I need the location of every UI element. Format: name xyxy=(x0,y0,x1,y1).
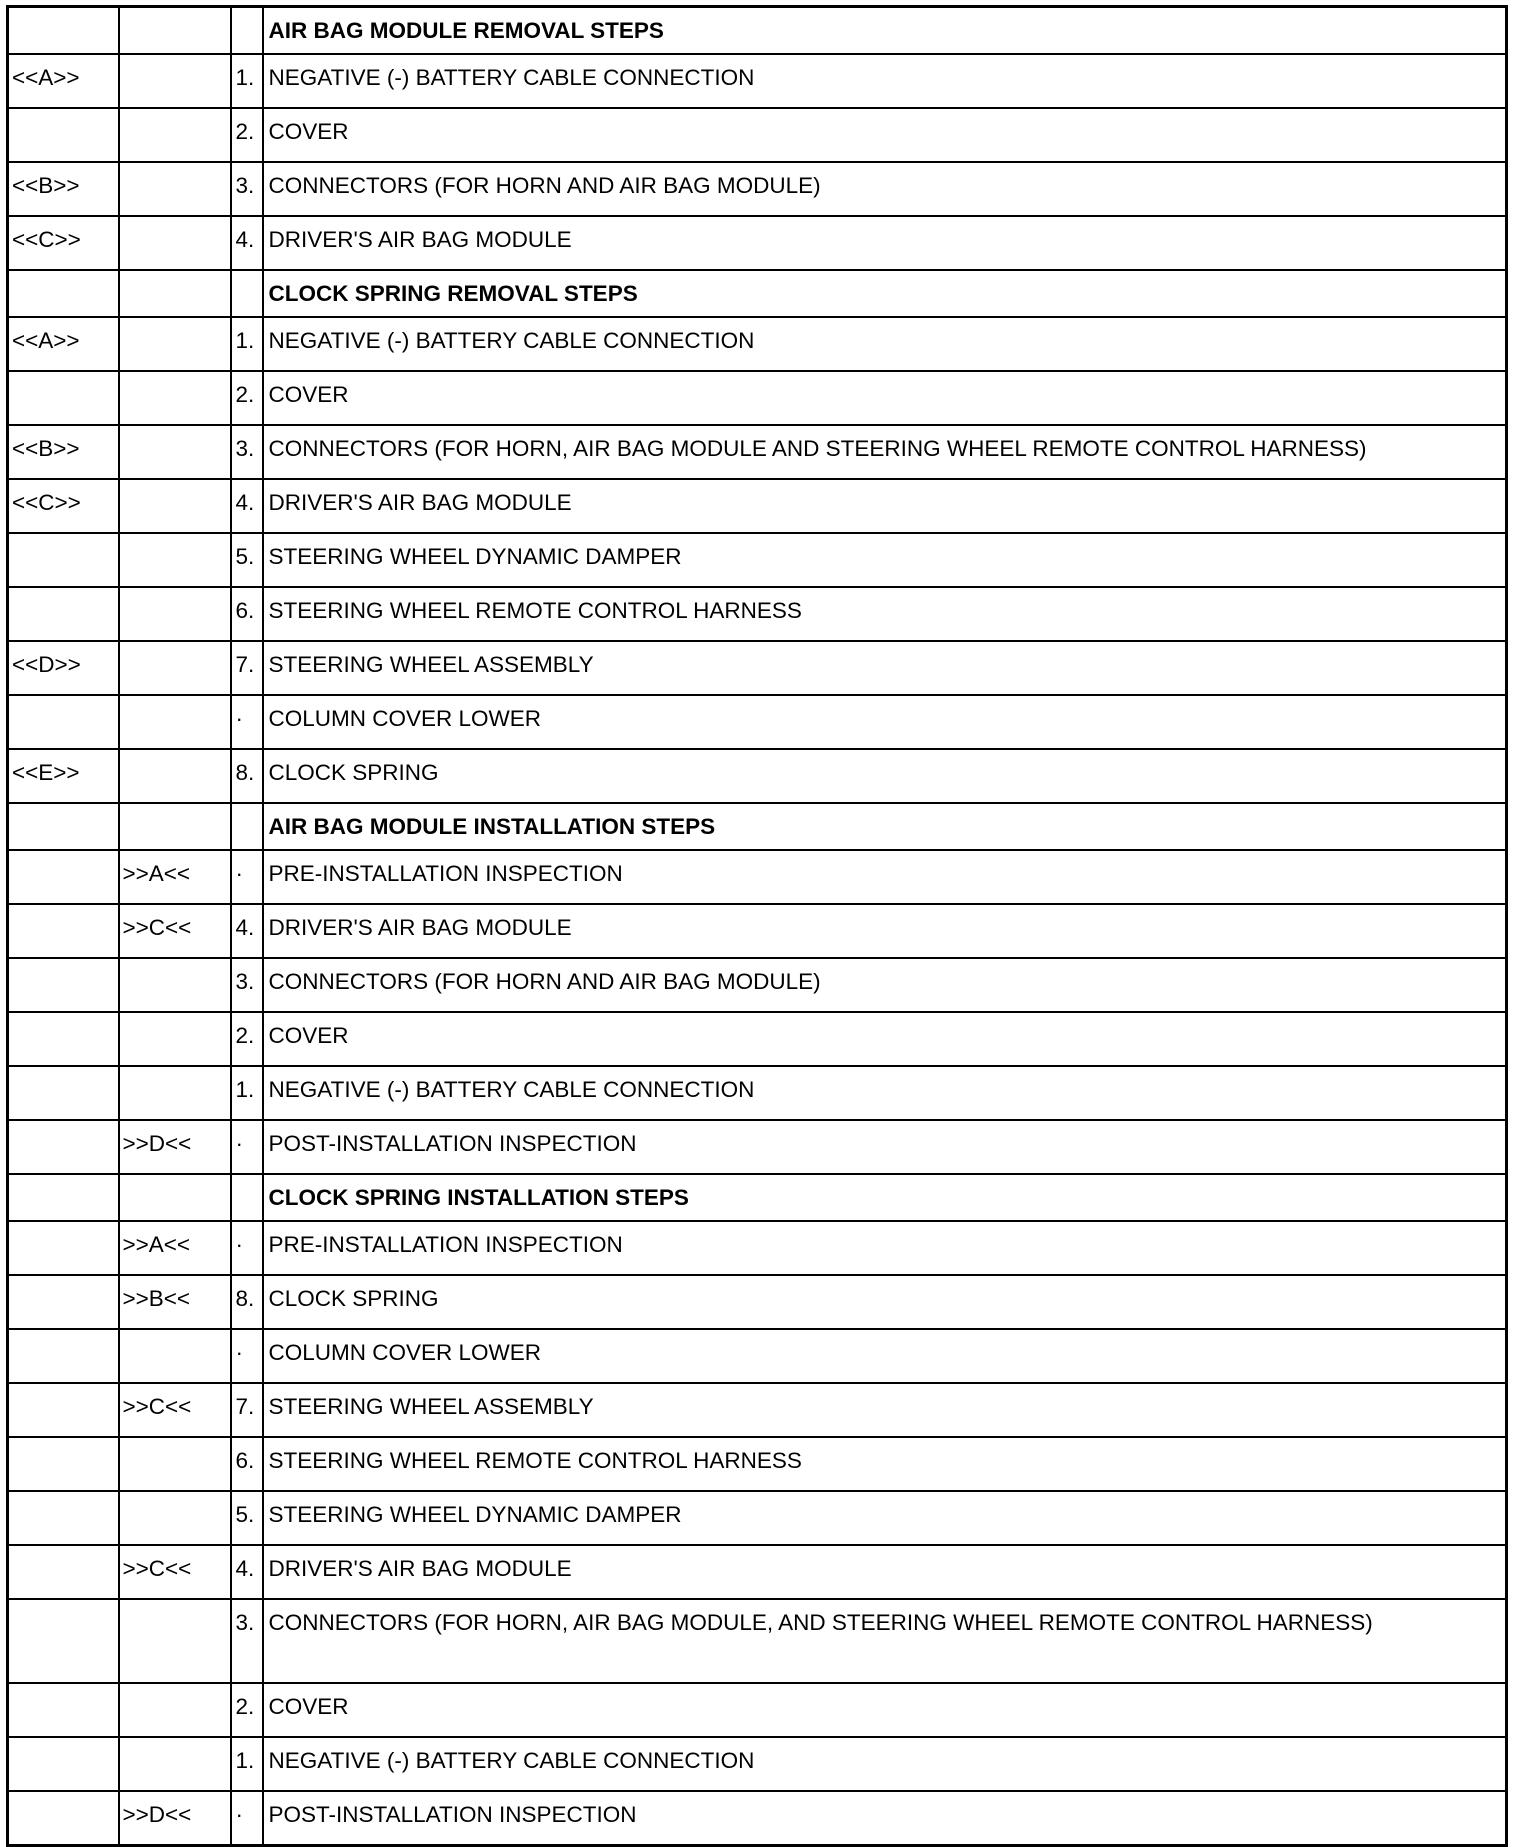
removal-service-point-cell xyxy=(8,1066,119,1120)
removal-service-point-cell xyxy=(8,1120,119,1174)
installation-service-point-cell: >>B<< xyxy=(119,1275,231,1329)
installation-service-point-cell: >>C<< xyxy=(119,1383,231,1437)
step-number-cell: · xyxy=(231,850,263,904)
removal-service-point-cell xyxy=(8,904,119,958)
step-number-cell: 7. xyxy=(231,1383,263,1437)
installation-service-point-cell xyxy=(119,1012,231,1066)
step-description-cell: COLUMN COVER LOWER xyxy=(263,1329,1507,1383)
installation-service-point-cell xyxy=(119,1329,231,1383)
step-description-cell: DRIVER'S AIR BAG MODULE xyxy=(263,479,1507,533)
step-number-cell: · xyxy=(231,1791,263,1846)
removal-service-point-cell: <<C>> xyxy=(8,479,119,533)
step-number-cell xyxy=(231,1174,263,1221)
step-row xyxy=(8,1012,1507,1066)
procedure-steps-table xyxy=(6,5,1508,1847)
step-number-cell: · xyxy=(231,1221,263,1275)
procedure-steps-body xyxy=(8,7,1507,1846)
removal-service-point-cell xyxy=(8,1329,119,1383)
step-row xyxy=(8,162,1507,216)
removal-service-point-cell xyxy=(8,1174,119,1221)
step-number-cell: 5. xyxy=(231,1491,263,1545)
step-number-cell: 3. xyxy=(231,162,263,216)
removal-service-point-cell xyxy=(8,1383,119,1437)
step-row xyxy=(8,1221,1507,1275)
installation-service-point-cell xyxy=(119,270,231,317)
step-row xyxy=(8,1066,1507,1120)
installation-service-point-cell xyxy=(119,1683,231,1737)
section-header-row xyxy=(8,803,1507,850)
step-number-cell: 2. xyxy=(231,1683,263,1737)
step-row xyxy=(8,533,1507,587)
section-header-row xyxy=(8,7,1507,55)
step-row xyxy=(8,1491,1507,1545)
removal-service-point-cell xyxy=(8,958,119,1012)
removal-service-point-cell: <<E>> xyxy=(8,749,119,803)
step-description-cell: CONNECTORS (FOR HORN AND AIR BAG MODULE) xyxy=(263,162,1507,216)
step-row xyxy=(8,1791,1507,1846)
step-row xyxy=(8,425,1507,479)
step-number-cell: 4. xyxy=(231,904,263,958)
removal-service-point-cell: <<C>> xyxy=(8,216,119,270)
step-row xyxy=(8,1437,1507,1491)
installation-service-point-cell xyxy=(119,1599,231,1683)
removal-service-point-cell xyxy=(8,1791,119,1846)
installation-service-point-cell xyxy=(119,216,231,270)
step-description-cell: PRE-INSTALLATION INSPECTION xyxy=(263,1221,1507,1275)
step-description-cell: DRIVER'S AIR BAG MODULE xyxy=(263,904,1507,958)
step-row xyxy=(8,904,1507,958)
step-description-cell: NEGATIVE (-) BATTERY CABLE CONNECTION xyxy=(263,54,1507,108)
removal-service-point-cell xyxy=(8,1599,119,1683)
installation-service-point-cell xyxy=(119,587,231,641)
removal-service-point-cell xyxy=(8,587,119,641)
step-number-cell: 2. xyxy=(231,1012,263,1066)
step-number-cell xyxy=(231,7,263,55)
removal-service-point-cell: <<A>> xyxy=(8,54,119,108)
step-number-cell: 3. xyxy=(231,425,263,479)
step-number-cell: 3. xyxy=(231,1599,263,1683)
removal-service-point-cell: <<B>> xyxy=(8,162,119,216)
installation-service-point-cell: >>C<< xyxy=(119,904,231,958)
removal-service-point-cell xyxy=(8,1437,119,1491)
step-number-cell: 2. xyxy=(231,371,263,425)
step-row xyxy=(8,1683,1507,1737)
step-row xyxy=(8,54,1507,108)
installation-service-point-cell xyxy=(119,108,231,162)
step-number-cell: 2. xyxy=(231,108,263,162)
step-number-cell: 3. xyxy=(231,958,263,1012)
removal-service-point-cell xyxy=(8,1683,119,1737)
removal-service-point-cell xyxy=(8,1275,119,1329)
installation-service-point-cell xyxy=(119,803,231,850)
step-description-cell: CLOCK SPRING xyxy=(263,1275,1507,1329)
removal-service-point-cell xyxy=(8,803,119,850)
step-row xyxy=(8,1120,1507,1174)
step-number-cell: · xyxy=(231,695,263,749)
section-title-cell: AIR BAG MODULE INSTALLATION STEPS xyxy=(263,803,1507,850)
step-row xyxy=(8,108,1507,162)
step-number-cell xyxy=(231,803,263,850)
step-row xyxy=(8,1599,1507,1683)
removal-service-point-cell xyxy=(8,1737,119,1791)
step-description-cell: COVER xyxy=(263,108,1507,162)
removal-service-point-cell xyxy=(8,1012,119,1066)
step-row xyxy=(8,216,1507,270)
installation-service-point-cell xyxy=(119,1437,231,1491)
installation-service-point-cell: >>D<< xyxy=(119,1120,231,1174)
step-number-cell: 1. xyxy=(231,54,263,108)
step-number-cell: 5. xyxy=(231,533,263,587)
step-description-cell: STEERING WHEEL REMOTE CONTROL HARNESS xyxy=(263,587,1507,641)
installation-service-point-cell: >>A<< xyxy=(119,850,231,904)
step-number-cell: · xyxy=(231,1329,263,1383)
step-row xyxy=(8,1545,1507,1599)
removal-service-point-cell xyxy=(8,7,119,55)
installation-service-point-cell xyxy=(119,533,231,587)
installation-service-point-cell: >>D<< xyxy=(119,1791,231,1846)
installation-service-point-cell: >>A<< xyxy=(119,1221,231,1275)
step-description-cell: STEERING WHEEL ASSEMBLY xyxy=(263,641,1507,695)
removal-service-point-cell xyxy=(8,1491,119,1545)
removal-service-point-cell xyxy=(8,270,119,317)
removal-service-point-cell xyxy=(8,371,119,425)
installation-service-point-cell xyxy=(119,162,231,216)
step-description-cell: COVER xyxy=(263,371,1507,425)
step-row xyxy=(8,479,1507,533)
step-description-cell: POST-INSTALLATION INSPECTION xyxy=(263,1791,1507,1846)
step-row xyxy=(8,587,1507,641)
step-description-cell: POST-INSTALLATION INSPECTION xyxy=(263,1120,1507,1174)
section-header-row xyxy=(8,270,1507,317)
removal-service-point-cell xyxy=(8,1545,119,1599)
step-number-cell: 6. xyxy=(231,1437,263,1491)
removal-service-point-cell xyxy=(8,695,119,749)
step-description-cell: COVER xyxy=(263,1683,1507,1737)
installation-service-point-cell: >>C<< xyxy=(119,1545,231,1599)
step-description-cell: CONNECTORS (FOR HORN AND AIR BAG MODULE) xyxy=(263,958,1507,1012)
step-description-cell: COVER xyxy=(263,1012,1507,1066)
removal-service-point-cell: <<A>> xyxy=(8,317,119,371)
removal-service-point-cell xyxy=(8,533,119,587)
step-number-cell: 4. xyxy=(231,216,263,270)
step-number-cell: · xyxy=(231,1120,263,1174)
installation-service-point-cell xyxy=(119,7,231,55)
step-number-cell: 7. xyxy=(231,641,263,695)
section-header-row xyxy=(8,1174,1507,1221)
installation-service-point-cell xyxy=(119,1174,231,1221)
step-description-cell: DRIVER'S AIR BAG MODULE xyxy=(263,1545,1507,1599)
step-number-cell: 1. xyxy=(231,1066,263,1120)
step-description-cell: NEGATIVE (-) BATTERY CABLE CONNECTION xyxy=(263,317,1507,371)
step-description-cell: PRE-INSTALLATION INSPECTION xyxy=(263,850,1507,904)
section-title-cell: CLOCK SPRING REMOVAL STEPS xyxy=(263,270,1507,317)
step-description-cell: NEGATIVE (-) BATTERY CABLE CONNECTION xyxy=(263,1066,1507,1120)
step-description-cell: NEGATIVE (-) BATTERY CABLE CONNECTION xyxy=(263,1737,1507,1791)
installation-service-point-cell xyxy=(119,425,231,479)
step-description-cell: STEERING WHEEL REMOTE CONTROL HARNESS xyxy=(263,1437,1507,1491)
installation-service-point-cell xyxy=(119,749,231,803)
step-row xyxy=(8,958,1507,1012)
section-title-cell: CLOCK SPRING INSTALLATION STEPS xyxy=(263,1174,1507,1221)
step-description-cell: CONNECTORS (FOR HORN, AIR BAG MODULE, AND STEERING WHEEL REMOTE CONTROL HARNESS) xyxy=(263,1599,1507,1683)
installation-service-point-cell xyxy=(119,54,231,108)
step-row xyxy=(8,749,1507,803)
step-row xyxy=(8,850,1507,904)
installation-service-point-cell xyxy=(119,1737,231,1791)
step-description-cell: COLUMN COVER LOWER xyxy=(263,695,1507,749)
step-number-cell: 6. xyxy=(231,587,263,641)
installation-service-point-cell xyxy=(119,1066,231,1120)
step-description-cell: DRIVER'S AIR BAG MODULE xyxy=(263,216,1507,270)
step-row xyxy=(8,695,1507,749)
installation-service-point-cell xyxy=(119,479,231,533)
step-description-cell: STEERING WHEEL DYNAMIC DAMPER xyxy=(263,533,1507,587)
step-number-cell: 4. xyxy=(231,1545,263,1599)
step-number-cell: 1. xyxy=(231,317,263,371)
removal-service-point-cell xyxy=(8,108,119,162)
step-number-cell: 4. xyxy=(231,479,263,533)
installation-service-point-cell xyxy=(119,958,231,1012)
removal-service-point-cell: <<B>> xyxy=(8,425,119,479)
removal-service-point-cell xyxy=(8,850,119,904)
step-row xyxy=(8,371,1507,425)
step-description-cell: STEERING WHEEL DYNAMIC DAMPER xyxy=(263,1491,1507,1545)
step-row xyxy=(8,1737,1507,1791)
removal-service-point-cell xyxy=(8,1221,119,1275)
step-number-cell: 8. xyxy=(231,1275,263,1329)
step-description-cell: CLOCK SPRING xyxy=(263,749,1507,803)
step-row xyxy=(8,641,1507,695)
installation-service-point-cell xyxy=(119,371,231,425)
step-row xyxy=(8,1329,1507,1383)
installation-service-point-cell xyxy=(119,641,231,695)
step-row xyxy=(8,1275,1507,1329)
installation-service-point-cell xyxy=(119,1491,231,1545)
step-row xyxy=(8,1383,1507,1437)
step-number-cell xyxy=(231,270,263,317)
step-row xyxy=(8,317,1507,371)
installation-service-point-cell xyxy=(119,317,231,371)
step-description-cell: CONNECTORS (FOR HORN, AIR BAG MODULE AND STEERING WHEEL REMOTE CONTROL HARNESS) xyxy=(263,425,1507,479)
step-number-cell: 8. xyxy=(231,749,263,803)
installation-service-point-cell xyxy=(119,695,231,749)
section-title-cell: AIR BAG MODULE REMOVAL STEPS xyxy=(263,7,1507,55)
step-description-cell: STEERING WHEEL ASSEMBLY xyxy=(263,1383,1507,1437)
removal-service-point-cell: <<D>> xyxy=(8,641,119,695)
step-number-cell: 1. xyxy=(231,1737,263,1791)
